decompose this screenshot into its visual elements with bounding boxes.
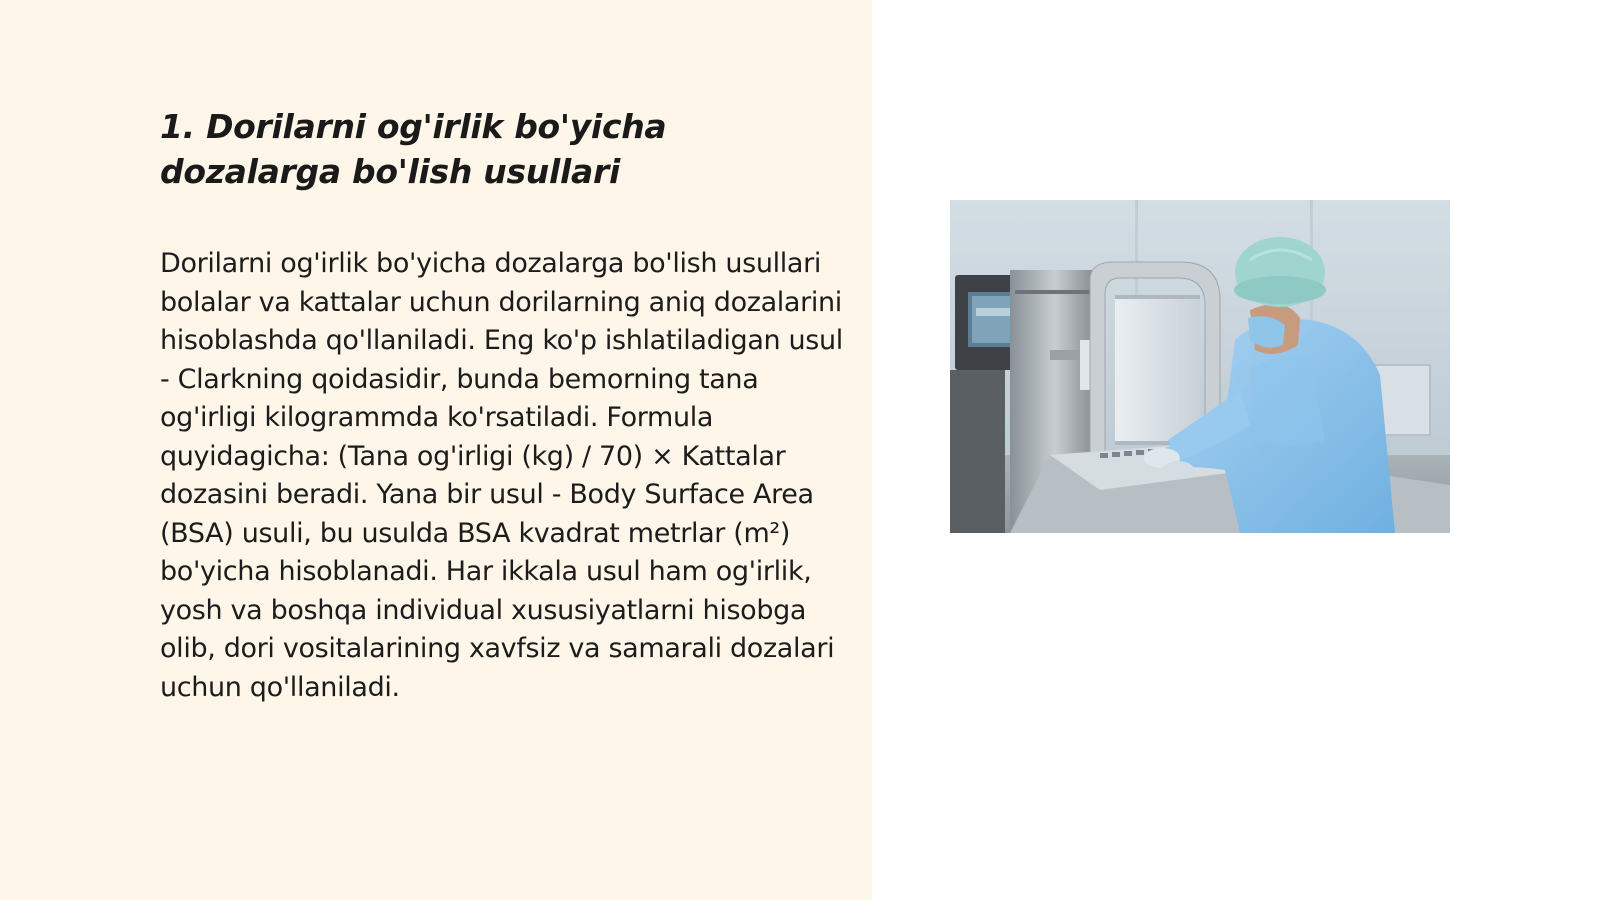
photo-illustration <box>950 200 1450 533</box>
pharmaceutical-lab-photo <box>950 200 1450 533</box>
slide-body-text: Dorilarni og'irlik bo'yicha dozalarga bo'lish usullari bolalar va kattalar uchun dorilarning aniq dozalarini hisoblashda qo'llaniladi. Eng ko'p ishlatiladigan usul - Clarkning qoidasidir, bunda bemorning tana og'irligi kilogrammda ko'rsatiladi. Formula quyidagicha: (Tana og'irligi (kg) / 70) × Kattalar dozasini beradi. Yana bir usul - Body Surface Area (BSA) usuli, bu usulda BSA kvadrat metrlar (m²) bo'yicha hisoblanadi. Har ikkala usul ham og'irlik, yosh va boshqa individual xususiyatlarni hisobga olib, dori vositalarining xavfsiz va samarali dozalari uchun qo'llaniladi. <box>160 248 843 703</box>
slide-title: 1. Dorilarni og'irlik bo'yicha dozalarga bo'lish usullari <box>160 107 667 191</box>
